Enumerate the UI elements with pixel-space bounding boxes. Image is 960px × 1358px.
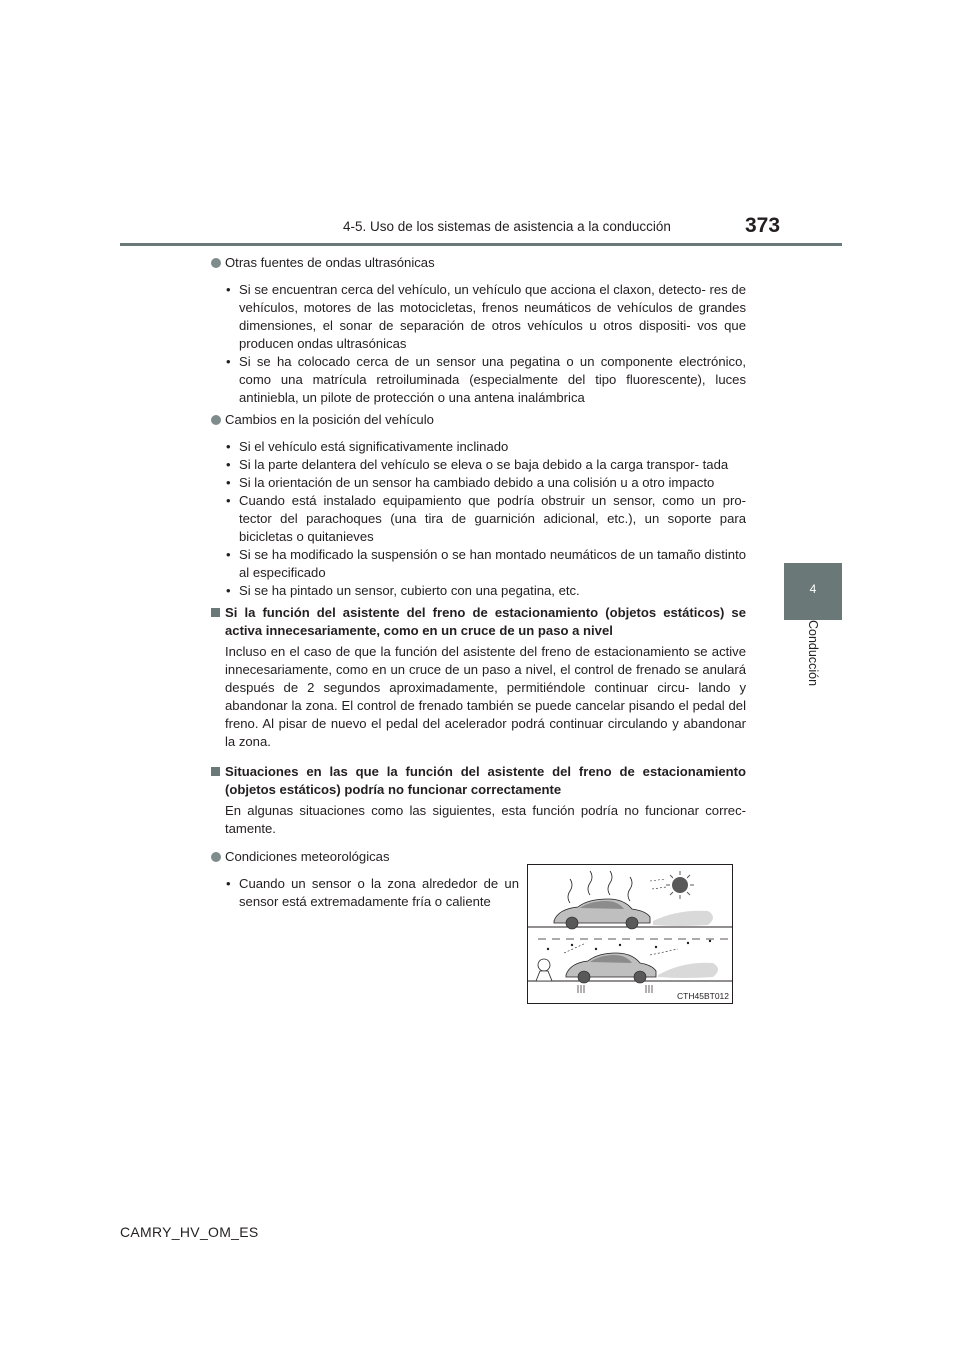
figure-code: CTH45BT012 xyxy=(677,991,729,1001)
list-item: • Si se ha modificado la suspensión o se han montado neumáticos de un tamaño distinto al especificado xyxy=(226,547,746,580)
section-title: Situaciones en las que la función del asistente del freno de estacionamiento (objetos estáticos) podría no funcionar correctamente xyxy=(225,764,746,797)
square-bullet-icon xyxy=(211,767,220,776)
circle-bullet-icon xyxy=(211,415,221,425)
section-body: En algunas situaciones como las siguientes, esta función podría no funcionar correc- tamente. xyxy=(225,803,746,836)
list-item: • Cuando está instalado equipamiento que podría obstruir un sensor, como un pro- tector del parachoques (una tira de guarnición adicional, etc.), un soporte para bicicletas o quitanieves xyxy=(226,493,746,544)
section-heading-malfunction xyxy=(210,763,746,799)
bullet-heading-ultrasonic xyxy=(210,254,746,272)
page-number: 373 xyxy=(745,214,781,237)
illustration-graphic xyxy=(528,865,732,1003)
list-item: • Si la orientación de un sensor ha cambiado debido a una colisión u a otro impacto xyxy=(226,475,715,490)
list-item: • Si la parte delantera del vehículo se eleva o se baja debido a la carga transpor- tada xyxy=(226,457,729,472)
chapter-label-text: Conducción xyxy=(806,620,820,687)
heading-text: Cambios en la posición del vehículo xyxy=(225,412,434,427)
list-item: • Si el vehículo está significativamente inclinado xyxy=(226,439,509,454)
heading-text: Condiciones meteorológicas xyxy=(225,849,390,864)
footer-doc-code: CAMRY_HV_OM_ES xyxy=(120,1224,259,1240)
list-item: • Si se encuentran cerca del vehículo, un vehículo que acciona el claxon, detecto- res de vehículos, motores de las motocicletas, frenos neumáticos de vehículos de grandes dimensiones, el sonar de separación de otros vehículos u otros dispositi- vos que producen ondas ultrasónicas xyxy=(226,282,746,351)
square-bullet-icon xyxy=(211,608,220,617)
chapter-number: 4 xyxy=(809,582,817,596)
circle-bullet-icon xyxy=(211,852,221,862)
bullet-heading-position xyxy=(210,411,746,429)
weather-illustration xyxy=(527,864,733,1004)
heading-text: Otras fuentes de ondas ultrasónicas xyxy=(225,255,435,270)
page-content xyxy=(210,254,746,915)
list-item: • Si se ha colocado cerca de un sensor una pegatina o un componente electrónico, como una matrícula retroiluminada (especialmente del tipo fluorescente), luces antiniebla, un pilote de protección o una antena inalámbrica xyxy=(226,354,746,405)
header-rule xyxy=(120,243,842,246)
ultrasonic-list xyxy=(210,281,746,407)
circle-bullet-icon xyxy=(211,258,221,268)
chapter-label xyxy=(790,620,836,710)
list-item: • Cuando un sensor o la zona alrededor de un sensor está extremadamente fría o caliente xyxy=(226,876,519,909)
section-body: Incluso en el caso de que la función del asistente del freno de estacionamiento se active innecesariamente, como en un cruce de un paso a nivel, el control de frenado se anulará después de 2 segundos aproximadamente, permitiéndole continuar circu- lando y abandonar la zona. El control de frenado también se puede cancelar pisando el pedal del freno. Al pisar de nuevo el pedal del acelerador podrá continuar circulando y abandonar la zona. xyxy=(225,644,746,749)
section-title: Si la función del asistente del freno de estacionamiento (objetos estáticos) se activa innecesariamente, como en un cruce de un paso a nivel xyxy=(225,605,746,638)
list-item: • Si se ha pintado un sensor, cubierto con una pegatina, etc. xyxy=(226,583,580,598)
section-heading-unnecessary-activation xyxy=(210,604,746,640)
position-list xyxy=(210,438,746,600)
chapter-tab xyxy=(784,563,842,620)
header-section-title: 4-5. Uso de los sistemas de asistencia a la conducción xyxy=(343,219,671,234)
